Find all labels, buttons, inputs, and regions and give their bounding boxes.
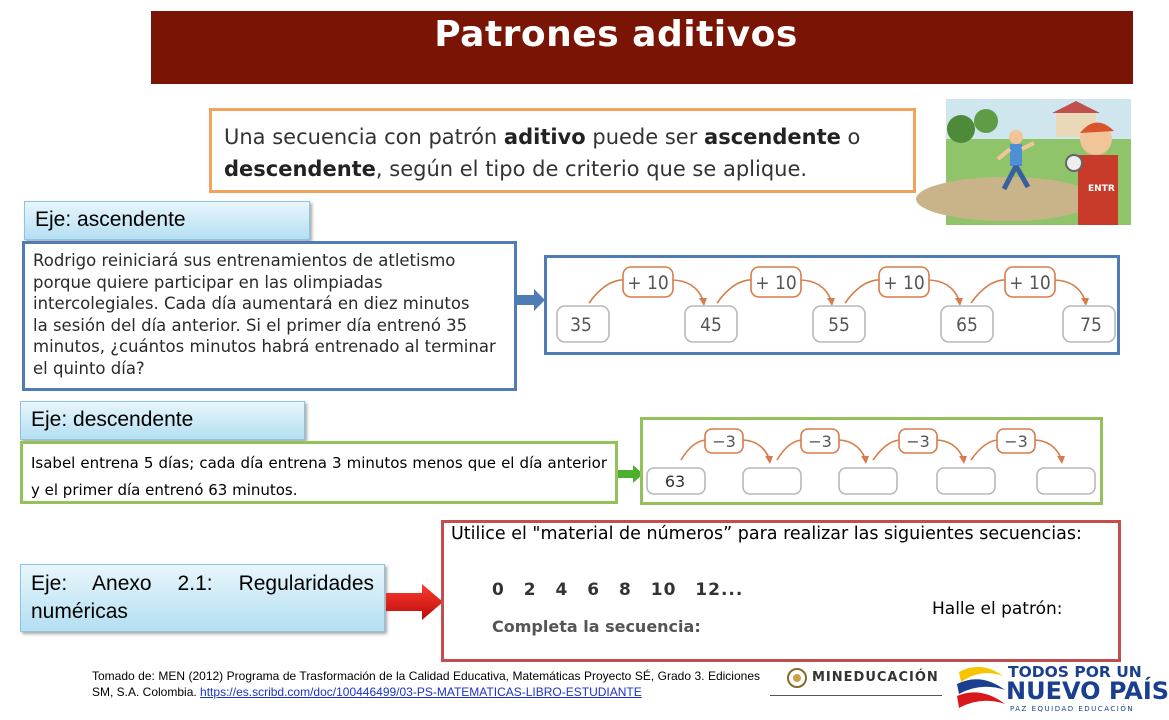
definition-descendente: descendente xyxy=(224,157,376,181)
problem-ascendente-line: la sesión del día anterior. Si el primer día entrenó 35 xyxy=(33,315,468,335)
problem-descendente: Isabel entrena 5 días; cada día entrena 3 minutos menos que el día anterior y el primer día entrenó 63 minutos. xyxy=(20,441,618,504)
sequence-value: 75 xyxy=(1080,314,1102,336)
definition-aditivo: aditivo xyxy=(503,125,586,149)
sequence-value: 45 xyxy=(700,314,722,336)
sequence-descendente xyxy=(640,417,1103,505)
mineducacion-text: MINEDUCACIÓN xyxy=(812,670,939,685)
step-label: + 10 xyxy=(883,272,925,294)
definition-ascendente: ascendente xyxy=(704,125,841,149)
step-label: −3 xyxy=(808,432,832,451)
eje-anexo-line1: Eje: Anexo 2.1: Regularidades xyxy=(31,572,374,595)
sequence-descendente-svg xyxy=(643,420,1100,502)
definition-text-2: puede ser xyxy=(585,125,705,149)
problem-ascendente-line: porque quiere participar en las olimpiadas xyxy=(33,272,383,292)
brand-line1: TODOS POR UN xyxy=(1008,663,1142,681)
definition-box xyxy=(209,108,916,193)
source-link[interactable]: https://es.scribd.com/doc/100446499/03-PS-MATEMATICAS-LIBRO-ESTUDIANTE xyxy=(200,685,642,699)
svg-text:ENTR: ENTR xyxy=(1088,184,1115,194)
problem-ascendente-line: intercolegiales. Cada día aumentará en diez minutos xyxy=(33,294,470,313)
annex-patron-label: Halle el patrón: xyxy=(932,599,1063,619)
definition-text-3: o xyxy=(840,125,861,149)
annex-number-sequence: 0 2 4 6 8 10 12... xyxy=(492,580,744,600)
source-citation xyxy=(92,668,760,700)
step-label: + 10 xyxy=(1009,272,1051,294)
step-label: −3 xyxy=(906,432,930,451)
definition-text-4: , según el tipo de criterio que se aplique. xyxy=(375,157,808,181)
brand-line3: PAZ EQUIDAD EDUCACIÓN xyxy=(1010,705,1135,713)
sequence-value: 55 xyxy=(828,314,850,336)
problem-ascendente-line: minutos, ¿cuántos minutos habrá entrenado al terminar xyxy=(33,337,496,356)
sequence-ascendente xyxy=(544,255,1120,355)
step-label: −3 xyxy=(1004,432,1028,451)
sequence-value: 63 xyxy=(664,472,686,491)
eje-anexo-line2: numéricas xyxy=(31,600,128,623)
eje-anexo-label xyxy=(20,564,385,632)
problem-ascendente-line: Rodrigo reiniciará sus entrenamientos de atletismo xyxy=(33,251,456,270)
step-label: + 10 xyxy=(627,272,669,294)
red-arrow-icon xyxy=(386,584,444,620)
step-label: + 10 xyxy=(755,272,797,294)
step-label: −3 xyxy=(712,432,736,451)
page-title: Patrones aditivos xyxy=(434,14,798,55)
eje-ascendente-label: Eje: ascendente xyxy=(24,201,310,240)
problem-ascendente-line: el quinto día? xyxy=(33,358,145,378)
eje-descendente-label: Eje: descendente xyxy=(20,401,305,440)
sequence-value: 35 xyxy=(570,314,592,336)
annex-heading: Utilice el "material de números” para realizar las siguientes secuencias: xyxy=(451,524,1082,544)
colombia-seal-icon xyxy=(786,666,808,690)
flag-swoosh-icon xyxy=(955,662,1007,714)
sequence-value: 65 xyxy=(956,314,978,336)
source-text: Tomado de: MEN (2012) Programa de Trasformación de la Calidad Educativa, Matemáticas Proyecto SÉ, Grado 3. Ediciones SM, S.A. Colombia. xyxy=(92,669,760,699)
brand-line2: NUEVO PAÍS xyxy=(1006,677,1169,705)
sequence-ascendente-svg xyxy=(547,258,1117,352)
annex-complete-label: Completa la secuencia: xyxy=(492,617,701,636)
problem-ascendente xyxy=(22,241,517,391)
definition-text-1: Una secuencia con patrón xyxy=(224,125,504,149)
runner-illustration xyxy=(946,99,1131,225)
blue-arrow-icon xyxy=(516,289,546,311)
runner-illustration-svg xyxy=(946,99,1131,225)
